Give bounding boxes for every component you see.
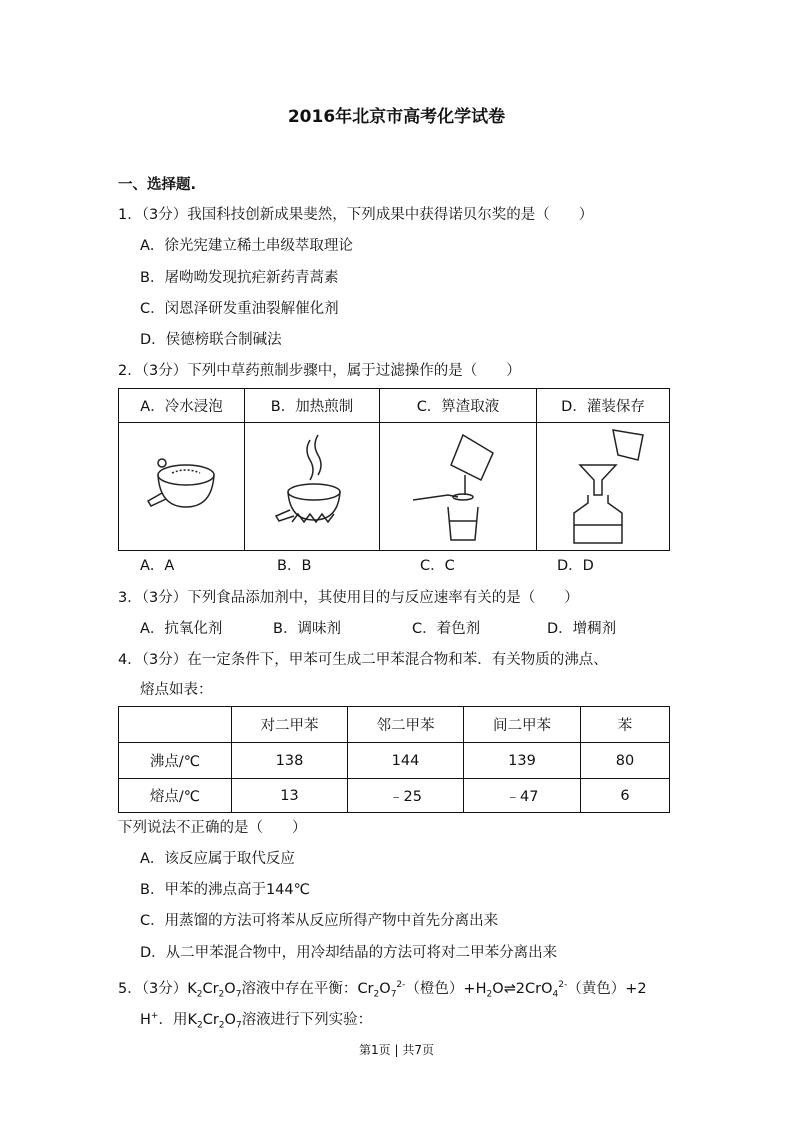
q3-option-a: A．抗氧化剂 [140, 621, 223, 637]
q4-prompt: 下列说法不正确的是（ ） [118, 820, 307, 836]
q4-table [118, 706, 670, 813]
q5-text: ．用 [158, 1011, 188, 1028]
q1-option-a: A．徐光宪建立稀土串级萃取理论 [140, 238, 353, 254]
table-row [119, 779, 670, 813]
q4-header: 对二甲苯 [232, 707, 348, 743]
q4-option-d: D．从二甲苯混合物中，用冷却结晶的方法可将对二甲苯分离出来 [140, 945, 558, 961]
q2-option-a: A．A [140, 558, 175, 574]
q3-stem: 3．（3分）下列食品添加剂中，其使用目的与反应速率有关的是（ ） [118, 590, 579, 606]
q2-table [118, 388, 670, 551]
row-label: 沸点/℃ [119, 743, 232, 779]
q5-text: 溶液中存在平衡： [241, 980, 358, 997]
table-cell: 144 [348, 743, 464, 779]
q2-stem: 2．（3分）下列中草药煎制步骤中，属于过滤操作的是（ ） [118, 363, 521, 379]
table-row [119, 743, 670, 779]
q1-option-b: B．屠呦呦发现抗疟新药青蒿素 [140, 270, 339, 286]
bottling-image [537, 423, 670, 551]
q2-option-c: C．C [420, 558, 455, 574]
q2-header-a: A．冷水浸泡 [119, 389, 245, 423]
heating-pot-image [245, 423, 380, 551]
q4-header-blank [119, 707, 232, 743]
soaking-pot-image [119, 423, 245, 551]
q4-option-c: C．用蒸馏的方法可将苯从反应所得产物中首先分离出来 [140, 913, 499, 929]
row-label: 熔点/℃ [119, 779, 232, 813]
page-title: 2016年北京市高考化学试卷 [287, 107, 506, 127]
q5-number: 5．（3分） [118, 980, 188, 997]
q1-stem: 1．（3分）我国科技创新成果斐然，下列成果中获得诺贝尔奖的是（ ） [118, 207, 594, 223]
q3-option-c: C．着色剂 [412, 621, 481, 637]
q4-option-a: A．该反应属于取代反应 [140, 851, 295, 867]
page-footer: 第1页 | 共7页 [359, 1043, 434, 1057]
q4-stem-line2: 熔点如表： [140, 682, 213, 698]
table-cell: 138 [232, 743, 348, 779]
q3-option-b: B．调味剂 [273, 621, 341, 637]
q4-header: 间二甲苯 [464, 707, 581, 743]
table-cell: 13 [232, 779, 348, 813]
q2-header-b: B．加热煎制 [245, 389, 380, 423]
table-cell: 6 [581, 779, 670, 813]
q2-option-d: D．D [557, 558, 594, 574]
q5-text: （橙色）+ [405, 980, 476, 997]
table-cell: 139 [464, 743, 581, 779]
section-heading: 一、选择题. [118, 177, 197, 193]
q1-option-c: C．闵恩泽研发重油裂解催化剂 [140, 301, 339, 317]
q5-stem-line1: 5．（3分）$K_2Cr_2O_7$溶液中存在平衡：$Cr_2O_7^{2-}$（橙色）$+H_2O\rightleftharpoons 2CrO_4^{2-}$（黄色）+2 [118, 980, 647, 1000]
table-cell: 80 [581, 743, 670, 779]
q2-option-b: B．B [277, 558, 312, 574]
q4-header: 邻二甲苯 [348, 707, 464, 743]
table-cell: ﹣47 [464, 779, 581, 813]
q5-text: （黄色）+2 [567, 980, 647, 997]
q4-stem-line1: 4．（3分）在一定条件下，甲苯可生成二甲苯混合物和苯．有关物质的沸点、 [118, 652, 608, 668]
q1-option-d: D．侯德榜联合制碱法 [140, 332, 282, 348]
filtering-image [380, 423, 537, 551]
q5-stem-line2: H+．用$K_2Cr_2O_7$溶液进行下列实验： [140, 1011, 373, 1031]
q4-option-b: B．甲苯的沸点高于144℃ [140, 882, 310, 898]
q4-header: 苯 [581, 707, 670, 743]
q3-option-d: D．增稠剂 [547, 621, 617, 637]
q2-header-c: C．箅渣取液 [380, 389, 537, 423]
table-cell: ﹣25 [348, 779, 464, 813]
q2-header-d: D．灌装保存 [537, 389, 670, 423]
q5-text: 溶液进行下列实验： [241, 1011, 373, 1028]
